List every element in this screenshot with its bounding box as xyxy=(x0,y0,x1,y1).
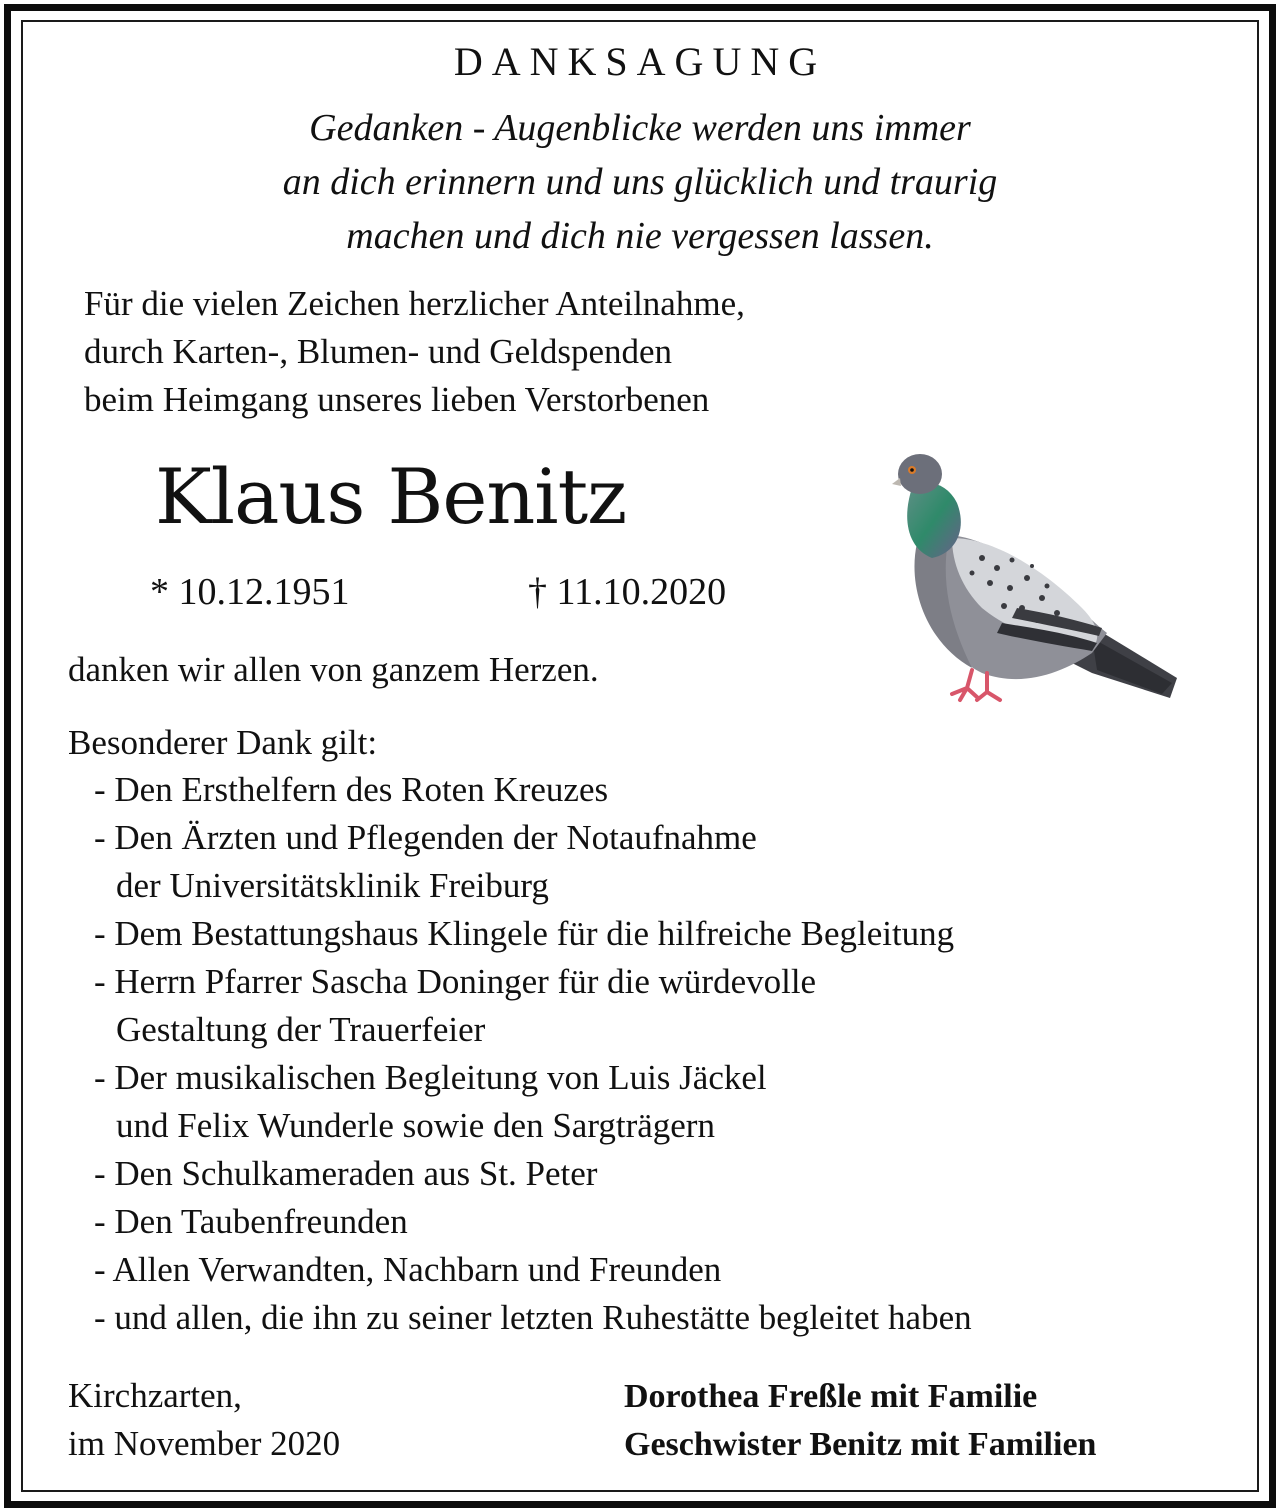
death-date: † 11.10.2020 xyxy=(528,571,727,613)
verse-line-3: machen und dich nie vergessen lassen. xyxy=(346,215,934,257)
verse-line-2: an dich erinnern und uns glücklich und traurig xyxy=(282,161,998,203)
thanks-item: - Allen Verwandten, Nachbarn und Freunden xyxy=(94,1250,722,1289)
place: Kirchzarten, xyxy=(68,1376,242,1415)
thanks-item: - Den Taubenfreunden xyxy=(94,1202,408,1241)
thanks-item: - Den Ersthelfern des Roten Kreuzes xyxy=(94,770,609,809)
verse-line-1: Gedanken - Augenblicke werden uns immer xyxy=(309,107,971,149)
signatory: Geschwister Benitz mit Familien xyxy=(624,1426,1097,1463)
notice-heading: DANKSAGUNG xyxy=(453,39,827,84)
intro-line-3: beim Heimgang unseres lieben Verstorbenen xyxy=(84,380,710,419)
thanks-item: - Den Schulkameraden aus St. Peter xyxy=(94,1154,598,1193)
thanks-item-continued: Gestaltung der Trauerfeier xyxy=(116,1010,486,1049)
notice-date: im November 2020 xyxy=(68,1424,341,1463)
thanks-item-continued: und Felix Wunderle sowie den Sargträgern xyxy=(116,1106,715,1145)
thanks-item-continued: der Universitätsklinik Freiburg xyxy=(116,866,549,905)
signatory: Dorothea Freßle mit Familie xyxy=(624,1378,1038,1415)
thanks-item: - Den Ärzten und Pflegenden der Notaufnahme xyxy=(94,818,757,857)
intro-line-2: durch Karten-, Blumen- und Geldspenden xyxy=(84,332,673,371)
thanks-item: - Der musikalischen Begleitung von Luis Jäckel xyxy=(94,1058,767,1097)
thanks-line: danken wir allen von ganzem Herzen. xyxy=(68,650,599,689)
thanks-item: - Herrn Pfarrer Sascha Doninger für die würdevolle xyxy=(94,962,817,1001)
intro-line-1: Für die vielen Zeichen herzlicher Anteilnahme, xyxy=(84,284,745,323)
special-thanks-heading: Besonderer Dank gilt: xyxy=(68,723,378,762)
thanks-item: - Dem Bestattungshaus Klingele für die hilfreiche Begleitung xyxy=(94,914,955,953)
birth-date: * 10.12.1951 xyxy=(150,571,350,613)
thanks-item: - und allen, die ihn zu seiner letzten Ruhestätte begleitet haben xyxy=(94,1298,972,1337)
pigeon-image xyxy=(892,448,1188,720)
deceased-name: Klaus Benitz xyxy=(155,452,627,541)
